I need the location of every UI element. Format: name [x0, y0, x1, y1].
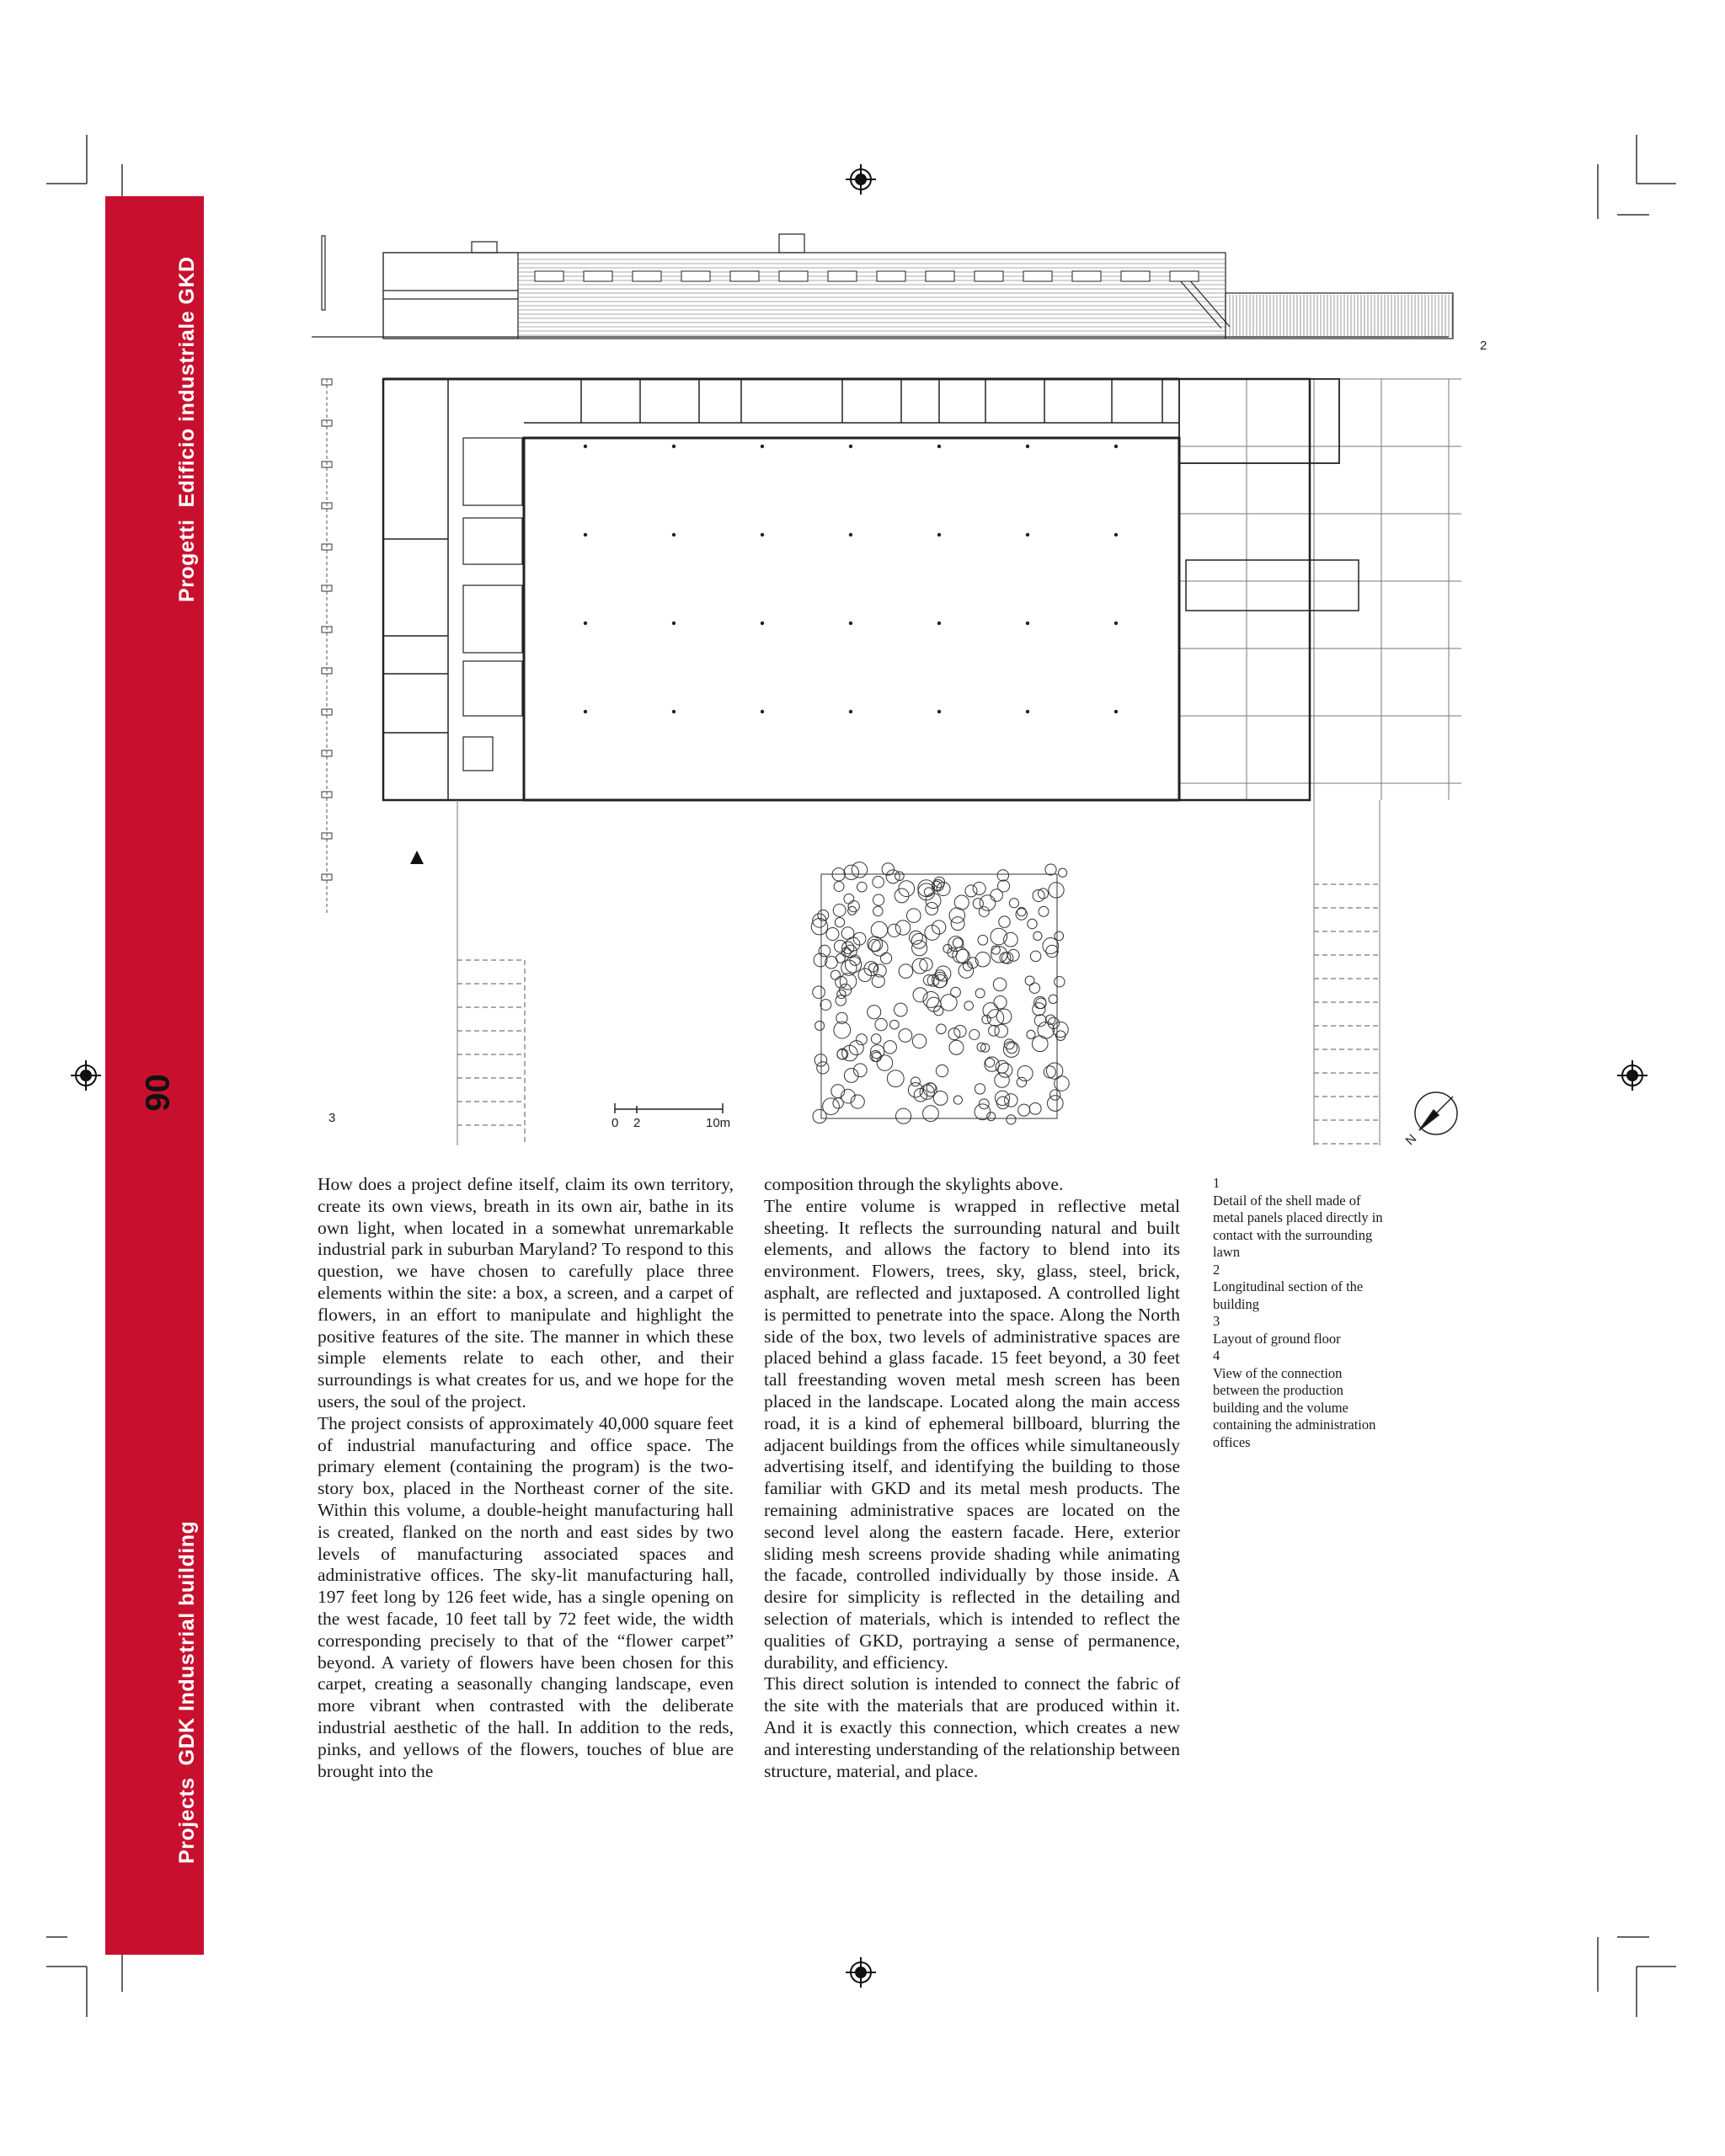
flower-shrub — [907, 909, 921, 923]
flower-shrub — [953, 1096, 962, 1104]
flower-shrub — [873, 894, 884, 905]
structural-column — [584, 622, 587, 625]
flower-shrub — [1034, 1015, 1046, 1027]
sidebar-label-key-en: Projects — [175, 1777, 199, 1864]
flower-shrub — [896, 1108, 911, 1123]
flower-shrub — [996, 1097, 1008, 1108]
body-paragraph: The project consists of approximately 40,000 square feet of industrial manufacturing and office space. The primary element (containing the program) is the two-story box, placed in the Northeast corner of the site. Within this volume, a double-height manufacturing hall is created, flanked on the north and east sides by two levels of manufacturing associated spaces and administrative offices. The sky-lit manufacturing hall, 197 feet long by 126 feet wide, has a single opening on the west facade, 10 feet tall by 72 feet wide, the width corresponding precisely to that of the “flower carpet” beyond. A variety of flowers have been chosen for this carpet, creating a seasonally changing landscape, even more vibrant when contrasted with the deliberate industrial aesthetic of the hall. In addition to the reds, pinks, and yellows of the flowers, touches of blue are brought into the — [318, 1412, 734, 1781]
ground-floor-plan-drawing — [303, 345, 1466, 1145]
scale-label-ten: 10m — [706, 1116, 731, 1130]
north-offices — [524, 379, 1179, 423]
flower-shrub — [1049, 883, 1064, 898]
flower-shrub — [973, 882, 985, 894]
flower-shrub — [1009, 899, 1018, 908]
body-paragraph: composition through the skylights above. — [764, 1174, 1064, 1194]
flower-shrub — [920, 958, 932, 970]
flower-shrub — [1058, 868, 1066, 877]
flower-shrub — [996, 1060, 1008, 1073]
body-column-right — [764, 1174, 1180, 1782]
flower-shrub — [1029, 1102, 1041, 1114]
flower-shrub — [998, 880, 1010, 892]
parking-left — [457, 960, 525, 1145]
flower-shrub — [987, 1113, 996, 1121]
flower-shrub — [975, 1084, 985, 1094]
caption-number: 2 — [1213, 1261, 1220, 1278]
flower-shrub — [895, 921, 910, 935]
north-label: N — [1402, 1131, 1420, 1149]
body-paragraph: This direct solution is intended to connect the fabric of the site with the materials that are produced within it. And it is exactly this connection, which creates a new and interesting understanding of the relationship between structure, material, and place. — [764, 1673, 1180, 1781]
caption-text: View of the connection between the production building and the volume containing the administration offices — [1213, 1364, 1376, 1450]
flower-shrub — [834, 882, 844, 892]
section-window — [584, 271, 612, 281]
section-window — [1121, 271, 1150, 281]
structural-column — [672, 445, 676, 448]
section-window — [926, 271, 954, 281]
flower-shrub — [926, 903, 938, 915]
flower-shrub — [912, 941, 927, 956]
flower-shrub — [1007, 1115, 1016, 1124]
flower-shrub — [877, 1055, 893, 1071]
flower-shrub — [995, 1073, 1009, 1087]
flower-shrub — [1007, 1043, 1017, 1054]
section-window — [633, 271, 661, 281]
structural-column — [1114, 445, 1118, 448]
flower-shrub — [983, 1003, 998, 1018]
flower-shrub — [813, 986, 825, 999]
flower-shrub — [993, 978, 1007, 991]
flower-shrub — [899, 964, 913, 979]
section-window — [975, 271, 1003, 281]
structural-column — [672, 710, 676, 713]
section-window — [1072, 271, 1101, 281]
structural-column — [1026, 533, 1029, 536]
parking-right — [1314, 884, 1380, 1144]
registration-mark-top — [846, 164, 876, 195]
flower-shrub — [1043, 938, 1059, 954]
flower-shrub — [965, 885, 977, 897]
flower-shrub — [887, 1070, 904, 1087]
flower-shrub — [949, 908, 964, 923]
structural-column — [672, 533, 676, 536]
flower-shrub — [844, 865, 858, 879]
flower-shrub — [1025, 976, 1034, 985]
flower-shrub — [1018, 1104, 1030, 1116]
section-window — [535, 271, 563, 281]
flower-shrub — [985, 1057, 999, 1071]
structural-column — [849, 445, 852, 448]
flower-shrub — [1045, 864, 1056, 875]
flower-shrub — [868, 1006, 881, 1019]
flower-shrub — [1050, 1090, 1060, 1100]
flower-shrub — [1030, 951, 1040, 961]
structural-column — [937, 533, 941, 536]
sidebar-label-title: Edificio industriale GKD — [175, 256, 199, 508]
flower-shrub — [873, 906, 883, 915]
flower-shrub — [1033, 931, 1042, 940]
caption-number: 4 — [1213, 1348, 1220, 1364]
flower-shrub — [845, 957, 861, 973]
flower-shrub — [894, 1003, 907, 1017]
flower-shrub — [895, 889, 909, 903]
flower-shrub — [1029, 983, 1039, 993]
flower-shrub — [937, 1024, 946, 1033]
flower-shrub — [848, 906, 857, 915]
flower-shrub — [836, 953, 846, 963]
structural-column — [937, 710, 941, 713]
flower-carpet — [811, 862, 1069, 1124]
flower-shrub — [830, 970, 840, 979]
flower-shrub — [814, 1054, 827, 1067]
structural-column — [849, 622, 852, 625]
body-paragraph: The entire volume is wrapped in reflective metal sheeting. It reflects the surrounding natural and built elements, and allows the factory to blend into its environment. Flowers, trees, sky, glass, steel, brick, asphalt, are reflected and juxtaposed. A controlled light is permitted to penetrate into the space. Along the North side of the box, two levels of administrative spaces are placed behind a glass facade. 15 feet beyond, a 30 feet tall freestanding woven metal mesh screen has been placed in the landscape. Located along the main access road, it is a kind of ephemeral billboard, blurring the adjacent buildings from the offices while simultaneously advertising itself, and identifying the building to those familiar with GKD and its metal mesh products. The remaining administrative spaces are located on the second level along the eastern facade. Here, exterior sliding mesh screens provide shading while animating the facade, controlled individually by those inside. A desire for simplicity is reflected in the detailing and selection of materials, which is intended to reflect the qualities of GKD, portraying a sense of permanence, durability, and efficiency. — [764, 1195, 1180, 1673]
registration-mark-bottom — [846, 1957, 876, 1988]
flower-shrub — [815, 1021, 825, 1030]
structural-column — [584, 445, 587, 448]
body-paragraph: How does a project define itself, claim its own territory, create its own views, breath in its own air, bathe in its own light, when located in a somewhat unremarkable industrial park in suburban Maryland? To respond to this question, we have chosen to carefully place three elements within the site: a box, a screen, and a carpet of flowers, in an effort to manipulate and highlight the positive features of the site. The manner in which these simple elements relate to each other, and their surroundings is what creates for us, and we hope for the users, the soul of the project. — [318, 1174, 734, 1412]
flower-shrub — [890, 1020, 900, 1029]
flower-shrub — [932, 921, 946, 934]
flower-shrub — [852, 862, 867, 878]
flower-shrub — [941, 995, 957, 1011]
flower-shrub — [933, 1091, 948, 1106]
flower-shrub — [1028, 919, 1037, 928]
caption-number: 1 — [1213, 1175, 1220, 1191]
section-figure-number: 2 — [1480, 339, 1487, 353]
flower-shrub — [899, 1029, 912, 1043]
flower-shrub — [857, 882, 867, 892]
flower-shrub — [834, 1022, 851, 1038]
flower-shrub — [911, 933, 927, 948]
flower-shrub — [1038, 889, 1048, 899]
structural-column — [849, 710, 852, 713]
caption-text: Detail of the shell made of metal panels placed directly in contact with the surrounding lawn — [1213, 1192, 1383, 1260]
flower-shrub — [880, 953, 891, 963]
flower-shrub — [1038, 1022, 1055, 1038]
flower-shrub — [908, 1083, 922, 1097]
flower-shrub — [953, 938, 963, 948]
flower-shrub — [813, 1109, 826, 1123]
structural-column — [761, 710, 764, 713]
flower-shrub — [964, 1001, 974, 1011]
figure-captions — [1213, 1175, 1390, 1451]
flower-shrub — [811, 918, 827, 934]
section-window — [828, 271, 857, 281]
flower-shrub — [1055, 931, 1064, 941]
site-grid — [1179, 379, 1461, 800]
flower-shrub — [848, 900, 859, 911]
flower-shrub — [927, 1083, 936, 1092]
flower-shrub — [909, 931, 922, 944]
flower-shrub — [999, 916, 1010, 927]
caption-number: 3 — [1213, 1313, 1220, 1329]
scale-bar — [615, 1103, 723, 1113]
flower-shrub — [979, 907, 989, 917]
structural-column — [1026, 445, 1029, 448]
plan-figure-number: 3 — [328, 1111, 336, 1125]
flower-shrub — [888, 924, 900, 937]
structural-column — [1114, 710, 1118, 713]
flower-shrub — [969, 1029, 980, 1039]
body-column-left — [318, 1174, 734, 1782]
flower-shrub — [1049, 995, 1057, 1003]
flower-shrub — [975, 952, 990, 966]
flower-shrub — [1055, 977, 1065, 987]
flower-shrub — [912, 1034, 926, 1048]
structural-column — [761, 622, 764, 625]
flower-shrub — [1046, 1063, 1062, 1079]
section-window — [1023, 271, 1052, 281]
registration-mark-left — [71, 1060, 101, 1091]
column-grid — [584, 445, 1118, 713]
flower-shrub — [975, 989, 985, 998]
section-window — [779, 271, 808, 281]
structural-column — [761, 445, 764, 448]
flower-shrub — [1039, 906, 1049, 916]
flower-shrub — [817, 1062, 829, 1074]
flower-shrub — [1027, 1030, 1035, 1038]
structural-column — [584, 710, 587, 713]
flower-shrub — [951, 917, 964, 931]
scale-label-two: 2 — [633, 1116, 641, 1130]
scale-label-zero: 0 — [611, 1116, 619, 1130]
flower-shrub — [873, 877, 884, 889]
structural-column — [761, 533, 764, 536]
flower-shrub — [835, 917, 844, 926]
flower-shrub — [978, 935, 988, 945]
section-window — [877, 271, 905, 281]
structural-column — [672, 622, 676, 625]
flower-shrub — [826, 928, 839, 941]
flower-shrub — [831, 1085, 845, 1098]
flower-shrub — [1053, 1022, 1068, 1037]
flower-shrub — [871, 921, 887, 937]
flower-shrub — [998, 1063, 1012, 1077]
structural-column — [937, 622, 941, 625]
structural-column — [937, 445, 941, 448]
sidebar-label-english — [175, 1521, 200, 1864]
flower-shrub — [875, 1018, 887, 1030]
flower-shrub — [926, 894, 941, 909]
sidebar-label-title-en: GDK Industrial building — [175, 1520, 199, 1766]
flower-shrub — [991, 947, 1007, 963]
flower-shrub — [936, 1065, 948, 1076]
sidebar-label-key: Progetti — [175, 519, 199, 602]
flower-shrub — [994, 996, 1007, 1009]
flower-shrub — [844, 894, 854, 904]
flower-shrub — [820, 1000, 831, 1011]
flower-shrub — [833, 905, 846, 917]
flower-shrub — [923, 1106, 939, 1122]
flower-shrub — [911, 1077, 920, 1086]
section-window — [1170, 271, 1199, 281]
caption-text: Layout of ground floor — [1213, 1330, 1341, 1347]
north-arrow — [1415, 1092, 1457, 1134]
sidebar-label-italian — [175, 256, 200, 602]
structural-column — [1026, 710, 1029, 713]
section-window — [730, 271, 759, 281]
registration-mark-right — [1617, 1060, 1648, 1091]
flower-shrub — [1004, 932, 1018, 947]
flower-shrub — [1048, 1096, 1064, 1112]
flower-shrub — [1044, 1066, 1055, 1078]
flower-shrub — [997, 870, 1008, 881]
flower-shrub — [1005, 1094, 1017, 1107]
flower-shrub — [949, 1040, 964, 1054]
flower-shrub — [913, 988, 927, 1002]
flower-shrub — [849, 1041, 863, 1055]
flower-shrub — [951, 987, 961, 997]
flower-shrub — [989, 1025, 1000, 1036]
flower-shrub — [1033, 1003, 1045, 1016]
caption-text: Longitudinal section of the building — [1213, 1278, 1364, 1312]
structural-column — [1026, 622, 1029, 625]
flower-shrub — [884, 1041, 896, 1054]
flower-shrub — [882, 863, 895, 876]
flower-shrub — [871, 1034, 881, 1044]
flower-shrub — [1055, 1076, 1070, 1091]
structural-column — [1114, 533, 1118, 536]
flower-shrub — [1017, 1077, 1026, 1086]
section-window — [681, 271, 710, 281]
page-number: 90 — [139, 1074, 177, 1112]
structural-column — [584, 533, 587, 536]
structural-column — [1114, 622, 1118, 625]
structural-column — [849, 533, 852, 536]
